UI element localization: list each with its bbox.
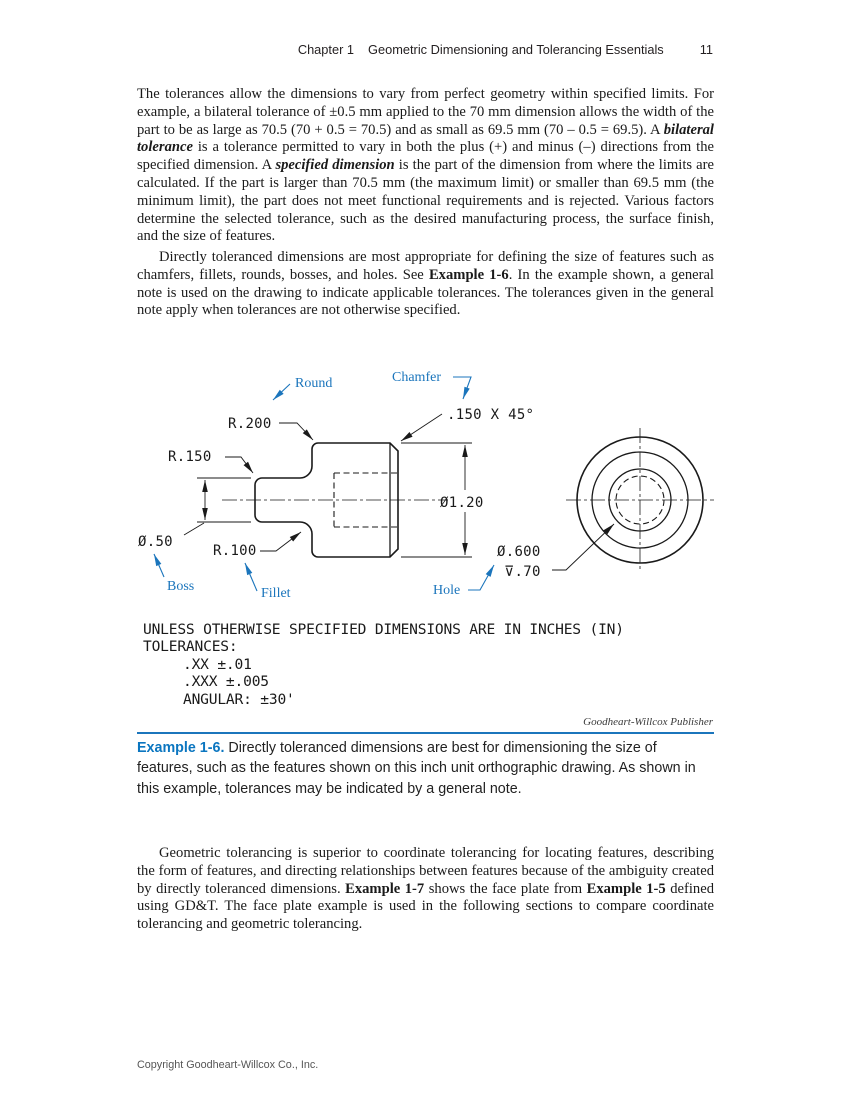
- paragraph-2: [137, 249, 714, 320]
- text-run: . In the example shown, a general note is used on the drawing to indicate applicable tolerances. The tolerances given in the general note apply when tolerances are not otherwise specified.: [137, 266, 714, 319]
- note-line: ANGULAR: ±30': [183, 690, 295, 708]
- note-line: .XX ±.01: [183, 655, 252, 673]
- dim-body-diameter: Ø1.20: [440, 495, 484, 511]
- leader-line: [552, 524, 614, 570]
- note-line: TOLERANCES:: [143, 638, 238, 656]
- caption-divider-rule: [137, 732, 714, 734]
- label-boss: Boss: [167, 579, 195, 594]
- text-run: is the part of the dimension from where the limits are calculated. If the part is larger than 70.5 mm (the maximum limit) or smaller than 69.5 mm (the minimum limit), the part does not meet functional requirements and is rejected. Various factors determine the selected tolerance, such as the desired manufacturing process, the surface finish, and the size of features.: [137, 157, 714, 245]
- paragraph-3: [137, 845, 714, 934]
- figure-drawing: [137, 362, 717, 608]
- page-number: 11: [699, 42, 713, 57]
- leader-line: [260, 532, 301, 551]
- leader-line: [401, 414, 442, 441]
- chapter-label: Chapter 1: [297, 42, 355, 57]
- label-leader-boss: [154, 554, 164, 577]
- dim-boss-diameter: Ø.50: [138, 534, 173, 550]
- dim-r100: R.100: [213, 543, 257, 559]
- figure-caption: [137, 738, 716, 799]
- label-leader-round: [273, 384, 290, 400]
- label-leader-chamfer: [453, 377, 471, 399]
- text-run: Geometric tolerancing is superior to coordinate tolerancing for locating features, describing the form of features, and directing relationships between features because of the ambiguity created by directly toleranced dimensions.: [137, 845, 714, 897]
- dim-r200: R.200: [228, 416, 272, 432]
- note-line: .XXX ±.005: [183, 673, 269, 691]
- caption-example-label: Example 1-6.: [137, 740, 225, 756]
- ref-example-1-7: Example 1-7: [345, 880, 425, 897]
- label-round: Round: [295, 376, 333, 391]
- text-run: shows the face plate from: [424, 880, 587, 897]
- text-run: The tolerances allow the dimensions to vary from perfect geometry within specified limits. For example, a bilateral tolerance of ±0.5 mm applied to the 70 mm dimension allows the width of the part to be as large as 70.5 (70 + 0.5 = 70.5) and as small as 69.5 mm (70 – 0.5 = 69.5). A: [137, 86, 714, 138]
- text-run: Directly toleranced dimensions are most appropriate for defining the size of features such as chamfers, fillets, rounds, bosses, and holes. See: [137, 249, 714, 283]
- ref-example-1-5: Example 1-5: [586, 880, 666, 897]
- leader-line: [279, 423, 313, 440]
- dim-hole-diameter: Ø.600: [497, 544, 541, 560]
- text-run: is a tolerance permitted to vary in both the plus (+) and minus (–) directions from the specified dimension. A: [137, 139, 714, 174]
- paragraph-1: [137, 86, 714, 246]
- dim-r150: R.150: [168, 449, 212, 465]
- chapter-title: Geometric Dimensioning and Tolerancing Essentials: [368, 42, 664, 57]
- publisher-credit: Goodheart-Willcox Publisher: [583, 716, 713, 728]
- dim-hole-depth: ⊽.70: [504, 564, 541, 580]
- page-header: [137, 42, 713, 57]
- leader-line: [184, 523, 204, 535]
- label-leader-fillet: [245, 563, 257, 591]
- note-line: UNLESS OTHERWISE SPECIFIED DIMENSIONS ARE IN INCHES (IN): [143, 621, 624, 638]
- label-fillet: Fillet: [261, 586, 291, 601]
- text-run: defined using GD&T. The face plate example is used in the following sections to compare coordinate tolerancing and geometric tolerancing.: [137, 880, 714, 933]
- label-leader-hole: [468, 565, 494, 590]
- ref-example-1-6: Example 1-6: [428, 266, 509, 283]
- label-chamfer: Chamfer: [392, 370, 441, 385]
- label-hole: Hole: [433, 583, 461, 598]
- leader-line: [225, 457, 253, 473]
- dim-chamfer: .150 X 45°: [447, 407, 535, 423]
- running-head: [298, 42, 678, 57]
- term-specified-dimension: specified dimension: [275, 157, 395, 174]
- term-bilateral-tolerance: bilateral tolerance: [137, 121, 714, 156]
- copyright-footer: Copyright Goodheart-Willcox Co., Inc.: [137, 1059, 319, 1071]
- general-note: [143, 621, 624, 708]
- caption-text: Directly toleranced dimensions are best for dimensioning the size of features, such as the features shown on this inch unit orthographic drawing. As shown in this example, tolerances may be indicated by a general note.: [137, 740, 696, 797]
